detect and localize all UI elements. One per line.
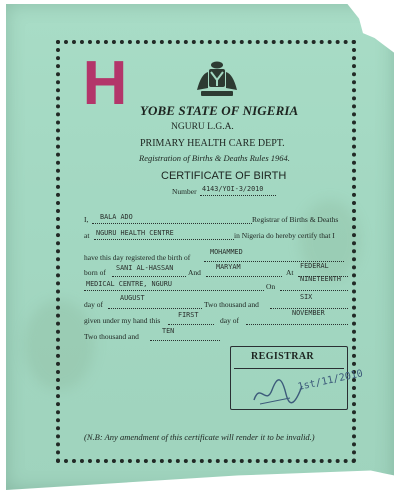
lga-title: NGURU L.G.A. bbox=[171, 122, 234, 132]
given-day-line bbox=[168, 324, 214, 325]
amendment-note: (N.B: Any amendment of this certificate will render it to be invalid.) bbox=[84, 432, 315, 442]
day-of-label: day of bbox=[84, 300, 103, 309]
birth-month: AUGUST bbox=[120, 294, 145, 302]
at-label: at bbox=[84, 231, 90, 240]
place-line-2 bbox=[84, 290, 264, 291]
department-title: PRIMARY HEALTH CARE DEPT. bbox=[140, 138, 285, 149]
birth-year-word: SIX bbox=[300, 293, 313, 301]
father-line bbox=[112, 276, 186, 277]
mother-name: MARYAM bbox=[216, 263, 241, 271]
two-thousand-label: Two thousand and bbox=[204, 300, 259, 309]
month-line bbox=[108, 308, 202, 309]
health-h-emblem: H bbox=[82, 49, 128, 118]
coat-of-arms-icon bbox=[193, 60, 241, 100]
father-name: SANI AL-HASSAN bbox=[116, 264, 174, 272]
registration-rules: Registration of Births & Deaths Rules 1964. bbox=[139, 153, 290, 163]
registered-birth-label: have this day registered the birth of bbox=[84, 253, 191, 262]
certificate-title: CERTIFICATE OF BIRTH bbox=[161, 170, 287, 182]
birth-day-word: NINETEENTH bbox=[300, 275, 341, 283]
registrar-name: BALA ADO bbox=[100, 213, 133, 221]
child-name: MOHAMMED bbox=[210, 248, 243, 256]
certificate-number: 4143/YOI-3/2010 bbox=[202, 185, 264, 193]
stamp-title: REGISTRAR bbox=[251, 351, 315, 362]
signature-date: 1st/11/2010 bbox=[296, 368, 364, 393]
at-label-2: At bbox=[286, 268, 294, 277]
born-of-label: born of bbox=[84, 268, 106, 277]
number-label: Number bbox=[172, 187, 197, 196]
and-label: And bbox=[188, 268, 201, 277]
two-thousand-label-2: Two thousand and bbox=[84, 332, 139, 341]
given-under-label: given under my hand this bbox=[84, 316, 161, 325]
given-month-line bbox=[246, 324, 348, 325]
mother-line bbox=[206, 276, 282, 277]
state-title: YOBE STATE OF NIGERIA bbox=[140, 103, 299, 118]
day-word-line bbox=[280, 290, 348, 291]
day-of-label-2: day of bbox=[220, 316, 239, 325]
centre-line bbox=[94, 239, 234, 240]
given-month: NOVEMBER bbox=[292, 309, 325, 317]
in-nigeria-text: in Nigeria do hereby certify that I bbox=[234, 231, 335, 240]
i-label: I, bbox=[84, 215, 89, 224]
given-day: FIRST bbox=[178, 311, 199, 319]
number-line bbox=[200, 195, 276, 196]
given-year-line bbox=[150, 340, 220, 341]
registrar-name-line bbox=[92, 223, 252, 224]
on-label: On bbox=[266, 282, 276, 291]
stamp-divider bbox=[234, 368, 344, 369]
place-part-2: MEDICAL CENTRE, NGURU bbox=[86, 280, 172, 288]
given-year: TEN bbox=[162, 327, 175, 335]
centre-name: NGURU HEALTH CENTRE bbox=[96, 229, 174, 237]
registrar-of-label: Registrar of Births & Deaths bbox=[252, 215, 339, 224]
place-part-1: FEDERAL bbox=[300, 262, 329, 270]
